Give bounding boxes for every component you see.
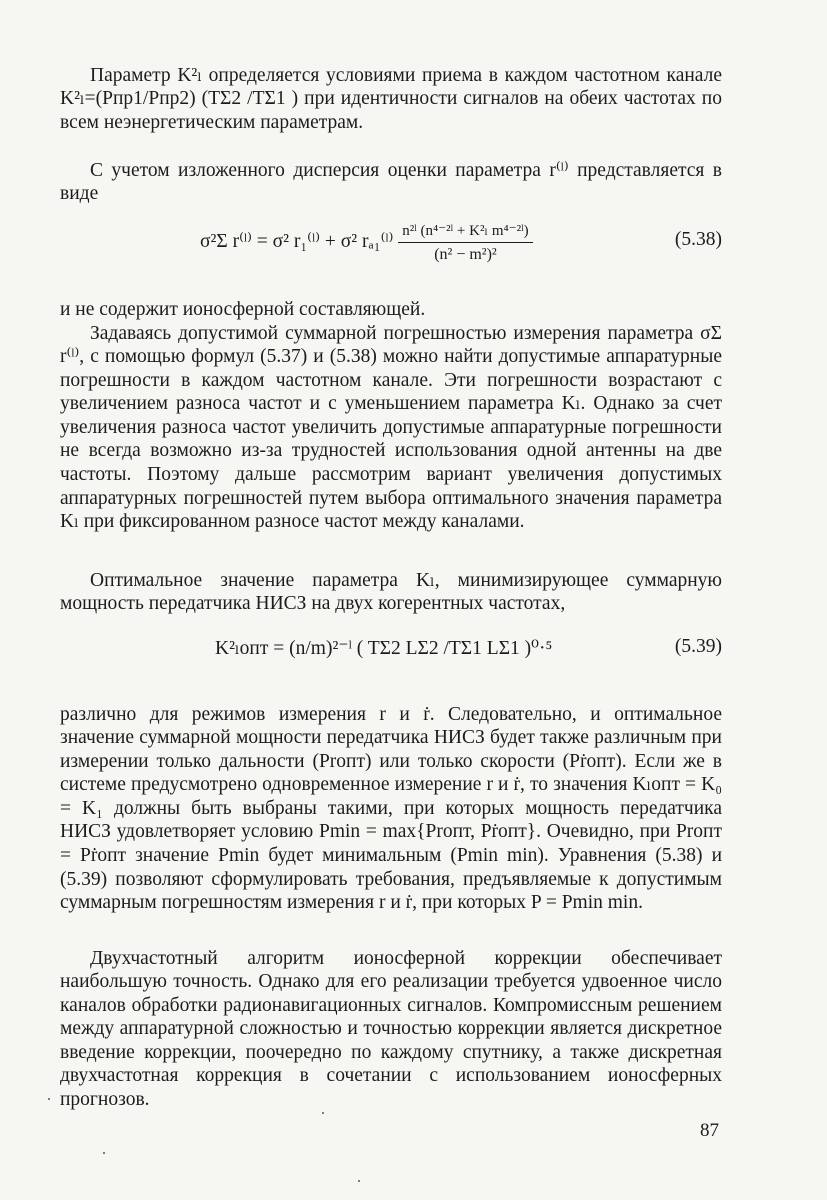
paragraph-7: Двухчастотный алгоритм ионосферной коррекции обеспечивает наибольшую точность. Однако для его реализации требуется удвоенное число каналов обработки радионавигационных сигналов. Компромиссным решением между аппаратурной сложностью и точностью коррекции является дискретное введение коррекции, поочередно по каждому спутнику, а также дискретная двухчастотная коррекция в сочетании с использованием ионосферных прогнозов. [60, 947, 722, 1111]
equation-5-38-fraction [398, 221, 532, 264]
scan-speck [322, 1112, 324, 1114]
paragraph-3: и не содержит ионосферной составляющей. [60, 298, 426, 320]
paragraph-4: Задаваясь допустимой суммарной погрешностью измерения параметра σΣ r⁽ˡ⁾, с помощью формул (5.37) и (5.38) можно найти допустимые аппаратурные погрешности в каждом частотном канале. Эти погрешности возрастают с увеличением разноса частот и с уменьшением параметра Kₗ. Однако за счет увеличения разноса частот увеличить допустимые аппаратурные погрешности не всегда возможно из-за трудностей использования одной антенны на две частоты. Поэтому дальше рассмотрим вариант увеличения допустимых аппаратурных погрешностей путем выбора оптимального значения параметра Kₗ при фиксированном разносе частот между каналами. [60, 322, 722, 533]
equation-5-39 [60, 630, 722, 670]
equation-5-38-denominator: (n² − m²)² [434, 246, 497, 263]
scan-speck [48, 1098, 50, 1100]
paragraph-6: различно для режимов измерения r и ṙ. Следовательно, и оптимальное значение суммарной мощности передатчика НИСЗ будет также различным при измерении только дальности (Prопт) или только скорости (Pṙопт). Если же в системе предусмотрено одновременное измерение r и ṙ, то значения Kₗопт = K₀ = K₁ должны быть выбраны такими, при которых мощность передатчика НИСЗ удовлетворяет условию Pmin = max{Prопт, Pṙопт}. Очевидно, при Prопт = Pṙопт значение Pmin будет минимальным (Pmin min). Уравнения (5.38) и (5.39) позволяют сформулировать требования, предъявляемые к допустимым суммарным погрешностям измерения r и ṙ, при которых P = Pmin min. [60, 703, 722, 914]
equation-5-38 [60, 207, 722, 267]
equation-5-38-number: (5.38) [674, 229, 722, 250]
equation-5-39-formula: K²ₗопт = (n/m)²⁻ˡ ( TΣ2 LΣ2 /TΣ1 LΣ1 )⁰·⁵ [215, 638, 553, 659]
scan-speck [358, 1180, 360, 1182]
equation-5-38-numerator: n²ˡ (n⁴⁻²ˡ + K²ₗ m⁴⁻²ˡ) [398, 221, 532, 243]
page-number: 87 [700, 1120, 719, 1141]
equation-5-38-lhs: σ²Σ r⁽ˡ⁾ = σ² r₁⁽ˡ⁾ + σ² rₐ₁⁽ˡ⁾ [200, 230, 394, 252]
paragraph-5: Оптимальное значение параметра Kₗ, минимизирующее суммарную мощность передатчика НИСЗ на двух когерентных частотах, [60, 569, 722, 615]
paragraph-2: С учетом изложенного дисперсия оценки параметра r⁽ˡ⁾ представляется в виде [60, 159, 722, 205]
paragraph-1: Параметр K²ₗ определяется условиями приема в каждом частотном канале K²ₗ=(Pпр1/Pпр2) (TΣ2 /TΣ1 ) при идентичности сигналов на обеих частотах по всем неэнергетическим параметрам. [60, 64, 722, 133]
equation-5-39-number: (5.39) [674, 636, 722, 657]
scan-speck [103, 1152, 105, 1154]
